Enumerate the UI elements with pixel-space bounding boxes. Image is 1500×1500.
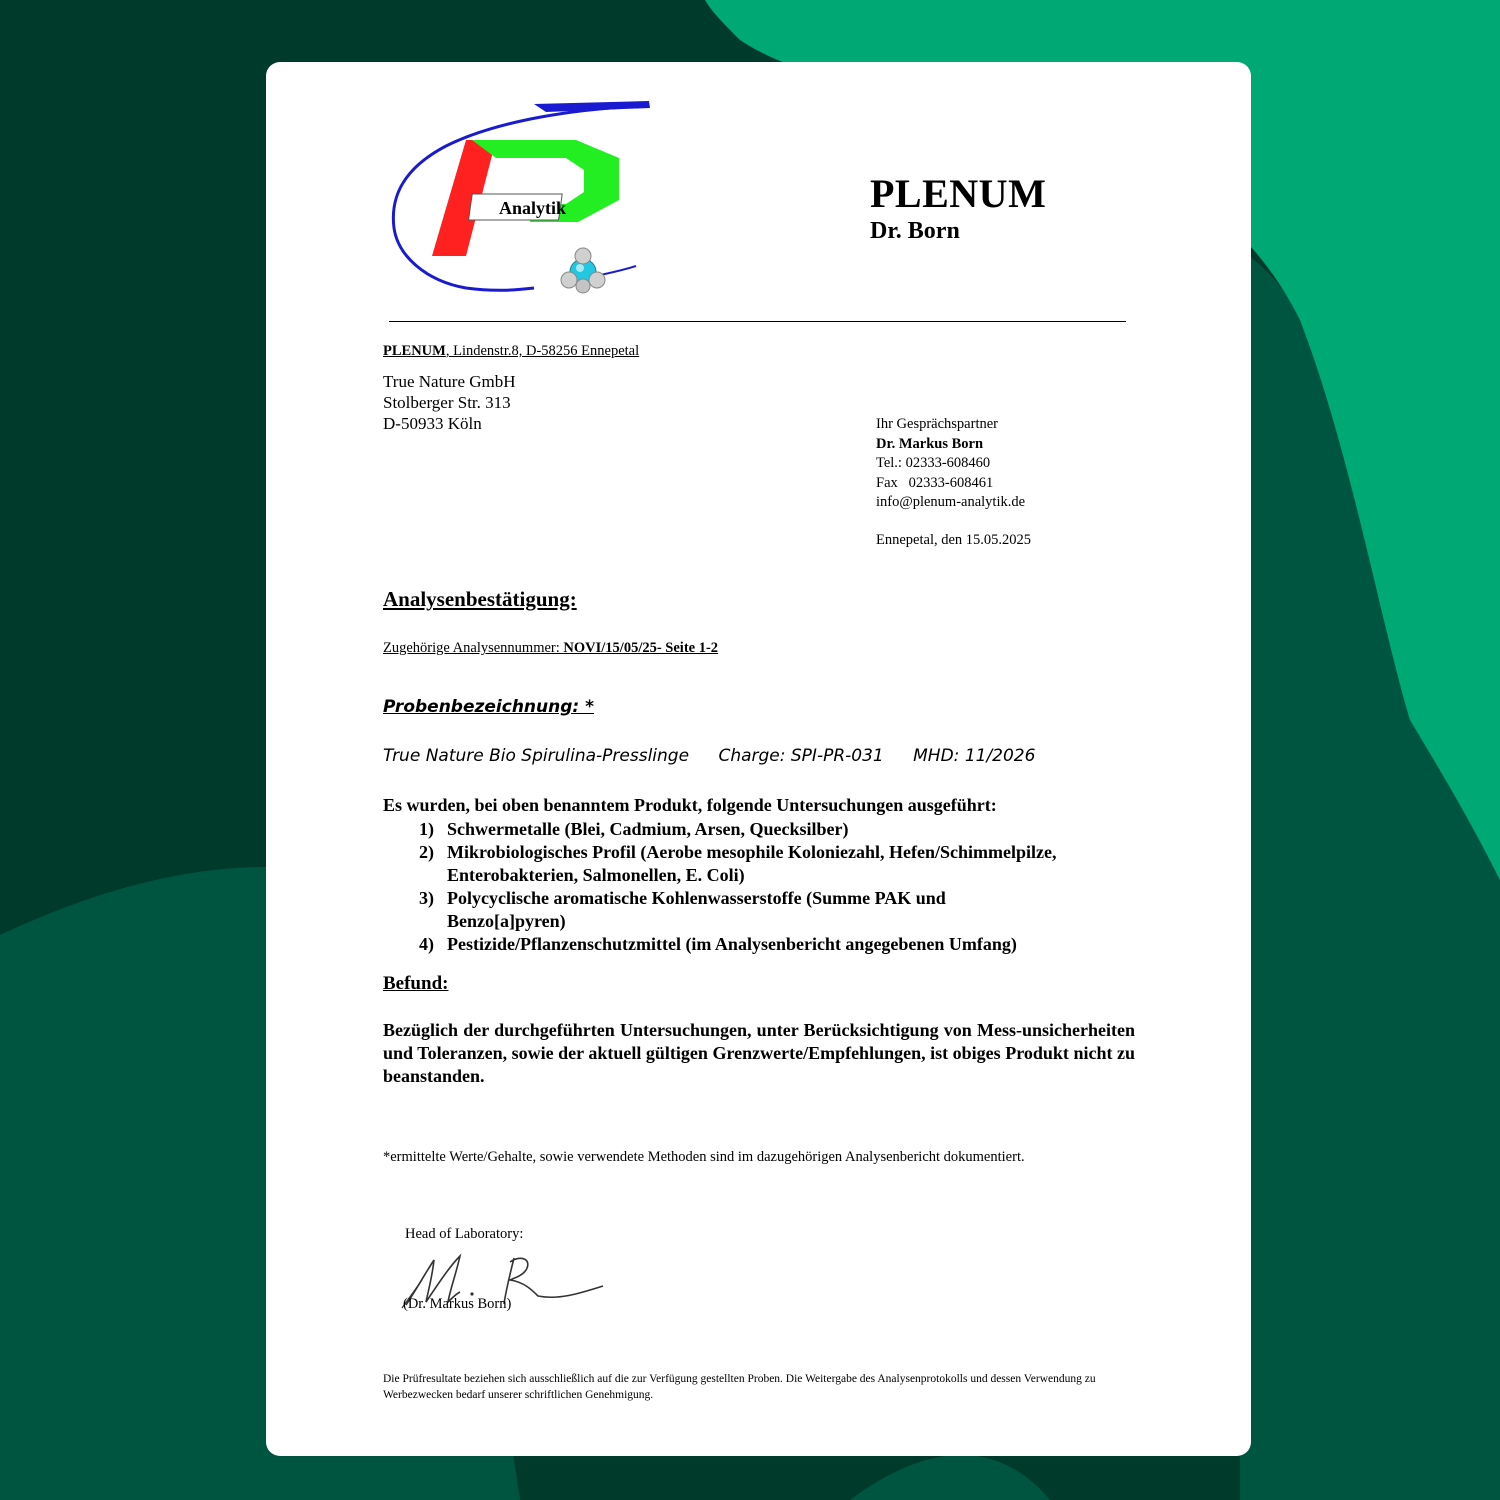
examination-intro: Es wurden, bei oben benanntem Produkt, folgende Untersuchungen ausgeführt: [383, 795, 997, 815]
list-item-text: Mikrobiologisches Profil (Aerobe mesophile Koloniezahl, Hefen/Schimmelpilze, Enterobakterien, Salmonellen, E. Coli) [447, 842, 1057, 885]
list-item [419, 841, 1139, 887]
sender-name: PLENUM [383, 343, 446, 359]
analysis-number-line [383, 640, 718, 657]
list-item-number: 3) [419, 888, 434, 908]
contact-email: info@plenum-analytik.de [876, 494, 1026, 510]
contact-phone: Tel.: 02333-608460 [876, 455, 991, 471]
recipient-company: True Nature GmbH [383, 372, 516, 391]
contact-name: Dr. Markus Born [876, 435, 984, 452]
brand-subtitle: Dr. Born [870, 218, 960, 244]
contact-block [876, 415, 1031, 550]
recipient-city: D-50933 Köln [383, 414, 482, 433]
contact-fax: Fax 02333-608461 [876, 474, 994, 491]
sample-mhd: MHD: 11/2026 [913, 746, 1036, 766]
sample-description [383, 746, 1059, 766]
analysis-number: NOVI/15/05/25- Seite 1-2 [563, 640, 719, 656]
sender-address-line [383, 343, 639, 360]
list-item [419, 818, 1139, 841]
finding-text: Bezüglich der durchgeführten Untersuchungen, unter Berücksichtigung von Mess-unsicherheiten und Toleranzen, sowie der aktuell gültigen Grenzwerte/Empfehlungen, ist obiges Produkt nicht zu beanstanden. [383, 1020, 1135, 1086]
analysis-number-label: Zugehörige Analysennummer: [383, 640, 564, 656]
list-item-text: Polycyclische aromatische Kohlenwasserstoffe (Summe PAK und Benzo[a]pyren) [447, 888, 946, 931]
list-item-number: 4) [419, 934, 434, 954]
signer-name: (Dr. Markus Born) [403, 1296, 512, 1312]
list-item-number: 2) [419, 842, 434, 862]
footnote: *ermittelte Werte/Gehalte, sowie verwendete Methoden sind im dazugehörigen Analysenbericht dokumentiert. [383, 1149, 1025, 1165]
document-title: Analysenbestätigung: [383, 587, 577, 611]
brand-title: PLENUM [870, 171, 1047, 216]
header-divider [389, 321, 1126, 322]
plenum-analytik-logo [386, 96, 656, 306]
signature-label: Head of Laboratory: [405, 1226, 524, 1242]
examination-list [419, 818, 1139, 956]
contact-label: Ihr Gesprächspartner [876, 416, 998, 432]
recipient-address [383, 371, 516, 434]
list-item-text: Schwermetalle (Blei, Cadmium, Arsen, Quecksilber) [447, 819, 849, 839]
sample-name: True Nature Bio Spirulina-Presslinge [383, 746, 690, 766]
recipient-street: Stolberger Str. 313 [383, 393, 511, 412]
list-item [419, 887, 1139, 933]
document-date: Ennepetal, den 15.05.2025 [876, 531, 1032, 548]
finding-heading: Befund: [383, 973, 449, 994]
sample-heading: Probenbezeichnung: * [383, 697, 595, 717]
molecule-icon [561, 248, 605, 293]
list-item [419, 933, 1139, 956]
legal-disclaimer: Die Prüfresultate beziehen sich ausschließlich auf die zur Verfügung gestellten Proben. Die Weitergabe des Analysenprotokolls und dessen Verwendung zu Werbezwecken bedarf unserer schriftlichen Genehmigung. [383, 1373, 1096, 1401]
list-item-text: Pestizide/Pflanzenschutzmittel (im Analysenbericht angegebenen Umfang) [447, 934, 1017, 954]
logo-text: Analytik [499, 198, 567, 218]
sample-charge: Charge: SPI-PR-031 [718, 746, 884, 766]
list-item-number: 1) [419, 819, 434, 839]
sender-address: , Lindenstr.8, D-58256 Ennepetal [445, 343, 640, 359]
